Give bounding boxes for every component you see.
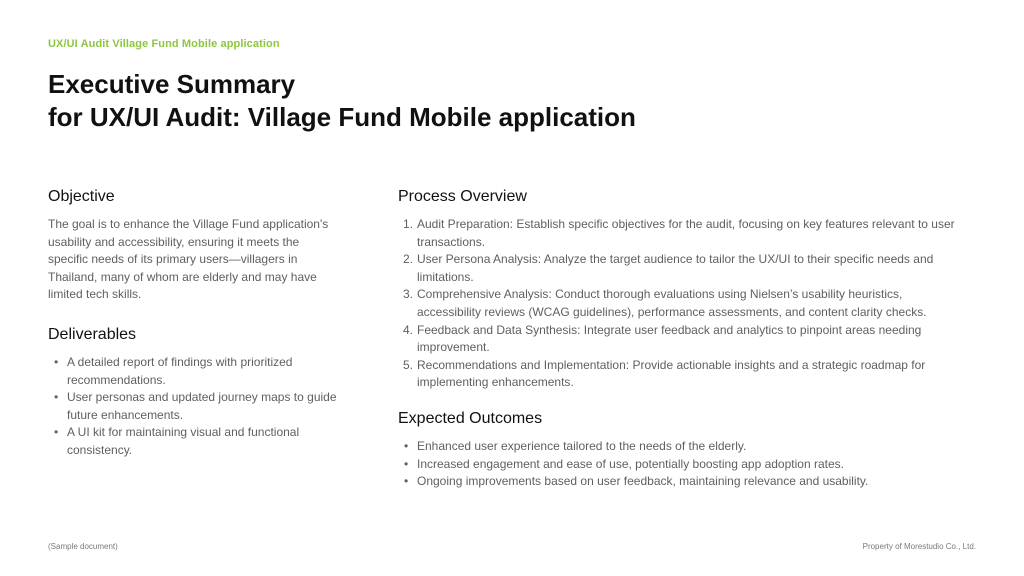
bullet-icon: • bbox=[404, 438, 409, 453]
process-heading: Process Overview bbox=[398, 188, 527, 205]
outcomes-section bbox=[398, 408, 958, 491]
objective-section bbox=[48, 186, 338, 304]
page-title-line-1: Executive Summary bbox=[48, 69, 296, 99]
deliverables-list-item bbox=[48, 389, 338, 424]
deliverables-item-text: A detailed report of findings with prioritized recommendations. bbox=[67, 354, 293, 387]
bullet-icon: • bbox=[54, 354, 59, 369]
deliverables-heading: Deliverables bbox=[48, 325, 137, 343]
process-list-item bbox=[398, 216, 958, 251]
list-number: 1. bbox=[403, 217, 414, 231]
outcomes-heading: Expected Outcomes bbox=[398, 409, 543, 427]
outcomes-item-text: Ongoing improvements based on user feedback, maintaining relevance and usability. bbox=[417, 474, 869, 489]
outcomes-item-text: Increased engagement and ease of use, potentially boosting app adoption rates. bbox=[417, 456, 844, 471]
list-number: 2. bbox=[403, 252, 414, 267]
footer-copyright: Property of Morestudio Co., Ltd. bbox=[862, 542, 976, 551]
deliverables-list bbox=[48, 354, 338, 460]
page-title bbox=[48, 68, 636, 134]
outcomes-list bbox=[398, 438, 958, 491]
document-eyebrow-label: UX/UI Audit Village Fund Mobile application bbox=[48, 38, 280, 50]
process-item-text: User Persona Analysis: Analyze the target audience to tailor the UX/UI to their specific needs and limitations. bbox=[417, 252, 934, 284]
process-item-text: Audit Preparation: Establish specific objectives for the audit, focusing on key features relevant to user transactions. bbox=[417, 217, 955, 249]
deliverables-list-item bbox=[48, 424, 338, 459]
outcomes-list-item bbox=[398, 438, 958, 456]
process-list-item bbox=[398, 251, 958, 286]
page-title-line-2: for UX/UI Audit: Village Fund Mobile application bbox=[48, 102, 636, 132]
bullet-icon: • bbox=[54, 390, 59, 405]
bullet-icon: • bbox=[404, 474, 409, 489]
bullet-icon: • bbox=[54, 425, 59, 440]
process-list-item bbox=[398, 357, 958, 392]
deliverables-section bbox=[48, 324, 338, 460]
process-list bbox=[398, 216, 958, 392]
bullet-icon: • bbox=[404, 456, 409, 471]
right-column bbox=[398, 186, 958, 491]
process-item-text: Recommendations and Implementation: Provide actionable insights and a strategic roadmap for implementing enhancements. bbox=[417, 357, 926, 390]
deliverables-list-item bbox=[48, 354, 338, 389]
objective-text: The goal is to enhance the Village Fund application's usability and accessibility, ensuring it meets the specific needs of its primary users—villagers in Thailand, many of whom are elderly and may have limited tech skills. bbox=[48, 217, 329, 302]
process-list-item bbox=[398, 286, 958, 321]
deliverables-item-text: User personas and updated journey maps to guide future enhancements. bbox=[67, 390, 337, 422]
list-number: 4. bbox=[403, 322, 414, 337]
list-number: 3. bbox=[403, 287, 414, 302]
list-number: 5. bbox=[403, 357, 414, 372]
outcomes-list-item bbox=[398, 473, 958, 491]
outcomes-list-item bbox=[398, 456, 958, 474]
objective-heading: Objective bbox=[48, 188, 115, 205]
process-section bbox=[398, 186, 958, 392]
deliverables-item-text: A UI kit for maintaining visual and functional consistency. bbox=[67, 425, 300, 457]
process-item-text: Comprehensive Analysis: Conduct thorough evaluations using Nielsen’s usability heuristics, accessibility reviews (WCAG guidelines), performance assessments, and content clarity checks. bbox=[417, 287, 927, 319]
footer-sample-label: (Sample document) bbox=[48, 542, 118, 551]
process-list-item bbox=[398, 322, 958, 357]
left-column bbox=[48, 186, 338, 460]
outcomes-item-text: Enhanced user experience tailored to the needs of the elderly. bbox=[417, 438, 747, 453]
process-item-text: Feedback and Data Synthesis: Integrate user feedback and analytics to pinpoint areas needing improvement. bbox=[417, 322, 922, 355]
